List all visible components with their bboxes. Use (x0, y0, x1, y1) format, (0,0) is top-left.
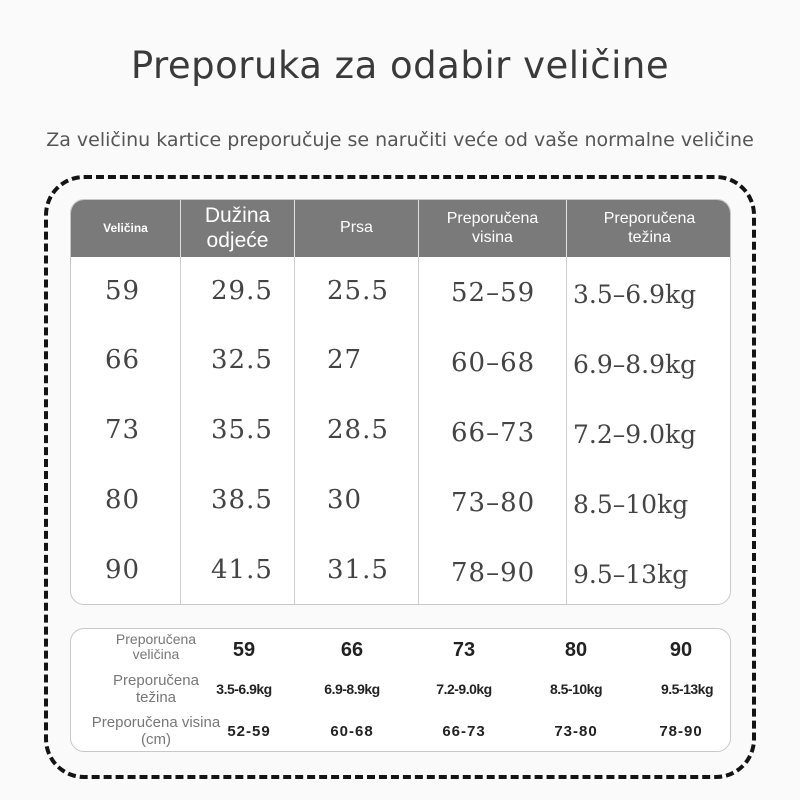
page-title: Preporuka za odabir veličine (130, 44, 670, 87)
table-cell: 66–73 (451, 418, 536, 448)
summary-weight: 8.5-10kg (549, 681, 603, 697)
table-cell: 90 (105, 555, 141, 585)
header-chest: Prsa (340, 219, 373, 237)
summary-height: 73-80 (554, 723, 598, 740)
summary-height: 78-90 (659, 723, 703, 740)
size-table-header (71, 200, 730, 257)
table-cell: 38.5 (211, 485, 273, 515)
header-length: Dužina odjeće (204, 204, 271, 252)
table-cell: 29.5 (211, 276, 273, 306)
summary-label-size: Preporučena veličina (115, 631, 197, 663)
table-cell: 52–59 (451, 278, 536, 308)
table-cell: 59 (105, 276, 141, 306)
table-cell: 30 (327, 485, 363, 515)
table-cell: 41.5 (211, 555, 273, 585)
header-weight: Preporučena težina (603, 210, 696, 246)
summary-size: 73 (452, 639, 476, 661)
summary-height: 52-59 (227, 723, 271, 740)
summary-size: 80 (564, 639, 588, 661)
summary-weight: 7.2-9.0kg (436, 681, 492, 697)
table-cell: 60–68 (451, 348, 536, 378)
page-subtitle: Za veličinu kartice preporučuje se naručiti veće od vaše normalne veličine (46, 129, 754, 151)
table-cell: 73–80 (451, 488, 536, 518)
summary-weight: 3.5-6.9kg (216, 681, 272, 697)
header-height: Preporučena visina (446, 210, 539, 246)
table-cell: 3.5–6.9kg (573, 280, 697, 309)
table-cell: 73 (105, 415, 141, 445)
table-cell: 7.2–9.0kg (573, 420, 697, 449)
table-cell: 9.5–13kg (573, 560, 689, 589)
summary-height: 60-68 (330, 723, 374, 740)
summary-size: 90 (669, 639, 693, 661)
table-cell: 8.5–10kg (573, 490, 689, 519)
summary-table (70, 628, 731, 752)
summary-size: 66 (340, 639, 364, 661)
table-cell: 25.5 (327, 276, 389, 306)
table-cell: 28.5 (327, 415, 389, 445)
table-cell: 6.9–8.9kg (573, 350, 697, 379)
table-cell: 31.5 (327, 555, 389, 585)
summary-size: 59 (232, 639, 256, 661)
table-cell: 35.5 (211, 415, 273, 445)
table-cell: 80 (105, 485, 141, 515)
summary-label-weight: Preporučena težina (113, 672, 199, 706)
summary-height: 66-73 (442, 723, 486, 740)
size-table (70, 199, 731, 605)
table-cell: 66 (105, 345, 141, 375)
summary-label-height: Preporučena visina (cm) (91, 714, 221, 748)
table-cell: 27 (327, 345, 363, 375)
summary-weight: 6.9-8.9kg (324, 681, 380, 697)
header-size: Veličina (103, 220, 148, 235)
table-cell: 32.5 (211, 345, 273, 375)
summary-weight: 9.5-13kg (660, 681, 714, 697)
table-cell: 78–90 (451, 558, 536, 588)
